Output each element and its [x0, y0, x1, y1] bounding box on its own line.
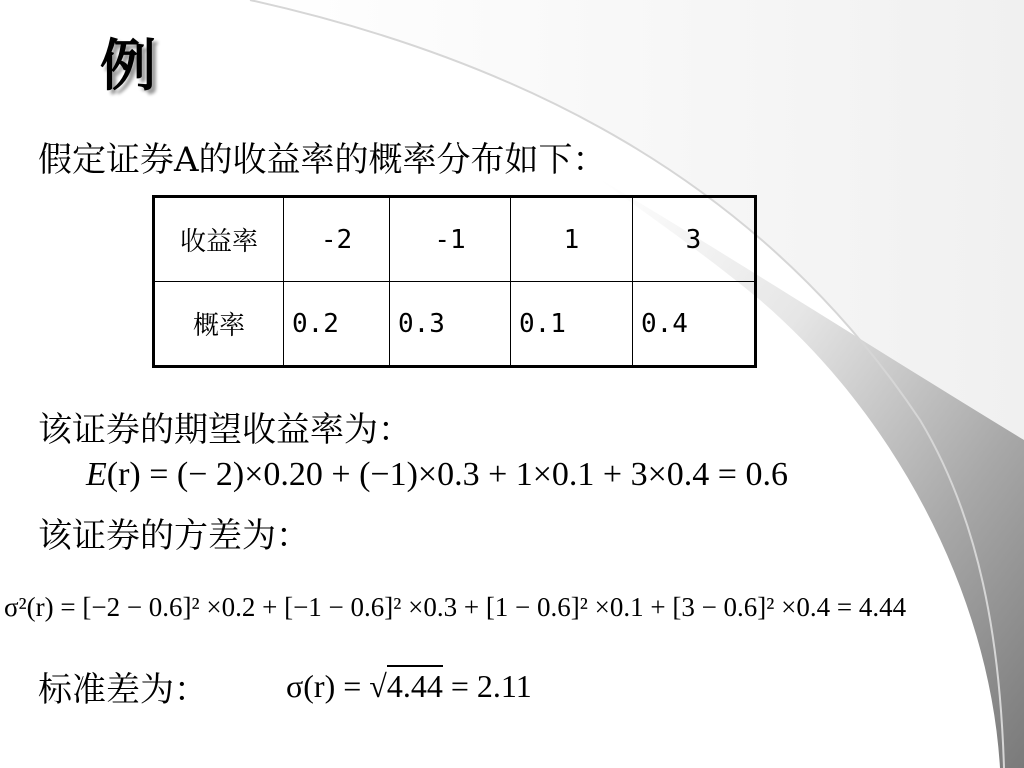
- prob-cell: 0.4: [633, 282, 756, 367]
- expected-return-label: 该证券的期望收益率为：: [38, 410, 412, 450]
- return-cell: -2: [284, 197, 390, 282]
- return-cell: 3: [633, 197, 756, 282]
- variance-label: 该证券的方差为：: [38, 516, 310, 556]
- table-row: [154, 197, 756, 282]
- expected-return-formula: [86, 456, 788, 494]
- prob-cell: 0.3: [390, 282, 511, 367]
- prob-cell: 0.1: [511, 282, 633, 367]
- std-dev-formula: [286, 668, 532, 705]
- std-dev-rhs: = 2.11: [442, 668, 532, 704]
- slide-title: 例: [100, 33, 156, 99]
- prob-cell: 0.2: [284, 282, 390, 367]
- prob-header-cell: 概率: [154, 282, 284, 367]
- table-row: [154, 282, 756, 367]
- std-dev-label: 标准差为：: [38, 670, 208, 710]
- distribution-table: [152, 195, 757, 368]
- return-cell: 1: [511, 197, 633, 282]
- expected-expression: (r) = (− 2)×0.20 + (−1)×0.3 + 1×0.1 + 3×0.4 = 0.6: [106, 456, 788, 493]
- std-dev-radicand: 4.44: [387, 665, 443, 704]
- variance-formula: σ²(r) = [−2 − 0.6]² ×0.2 + [−1 − 0.6]² ×0.3 + [1 − 0.6]² ×0.1 + [3 − 0.6]² ×0.4 = 4.44: [4, 592, 907, 622]
- return-cell: -1: [390, 197, 511, 282]
- std-dev-lhs: σ(r) = √: [286, 668, 387, 704]
- intro-text: 假定证券A的收益率的概率分布如下：: [38, 140, 607, 180]
- expected-symbol: E: [86, 456, 107, 493]
- return-header-cell: 收益率: [154, 197, 284, 282]
